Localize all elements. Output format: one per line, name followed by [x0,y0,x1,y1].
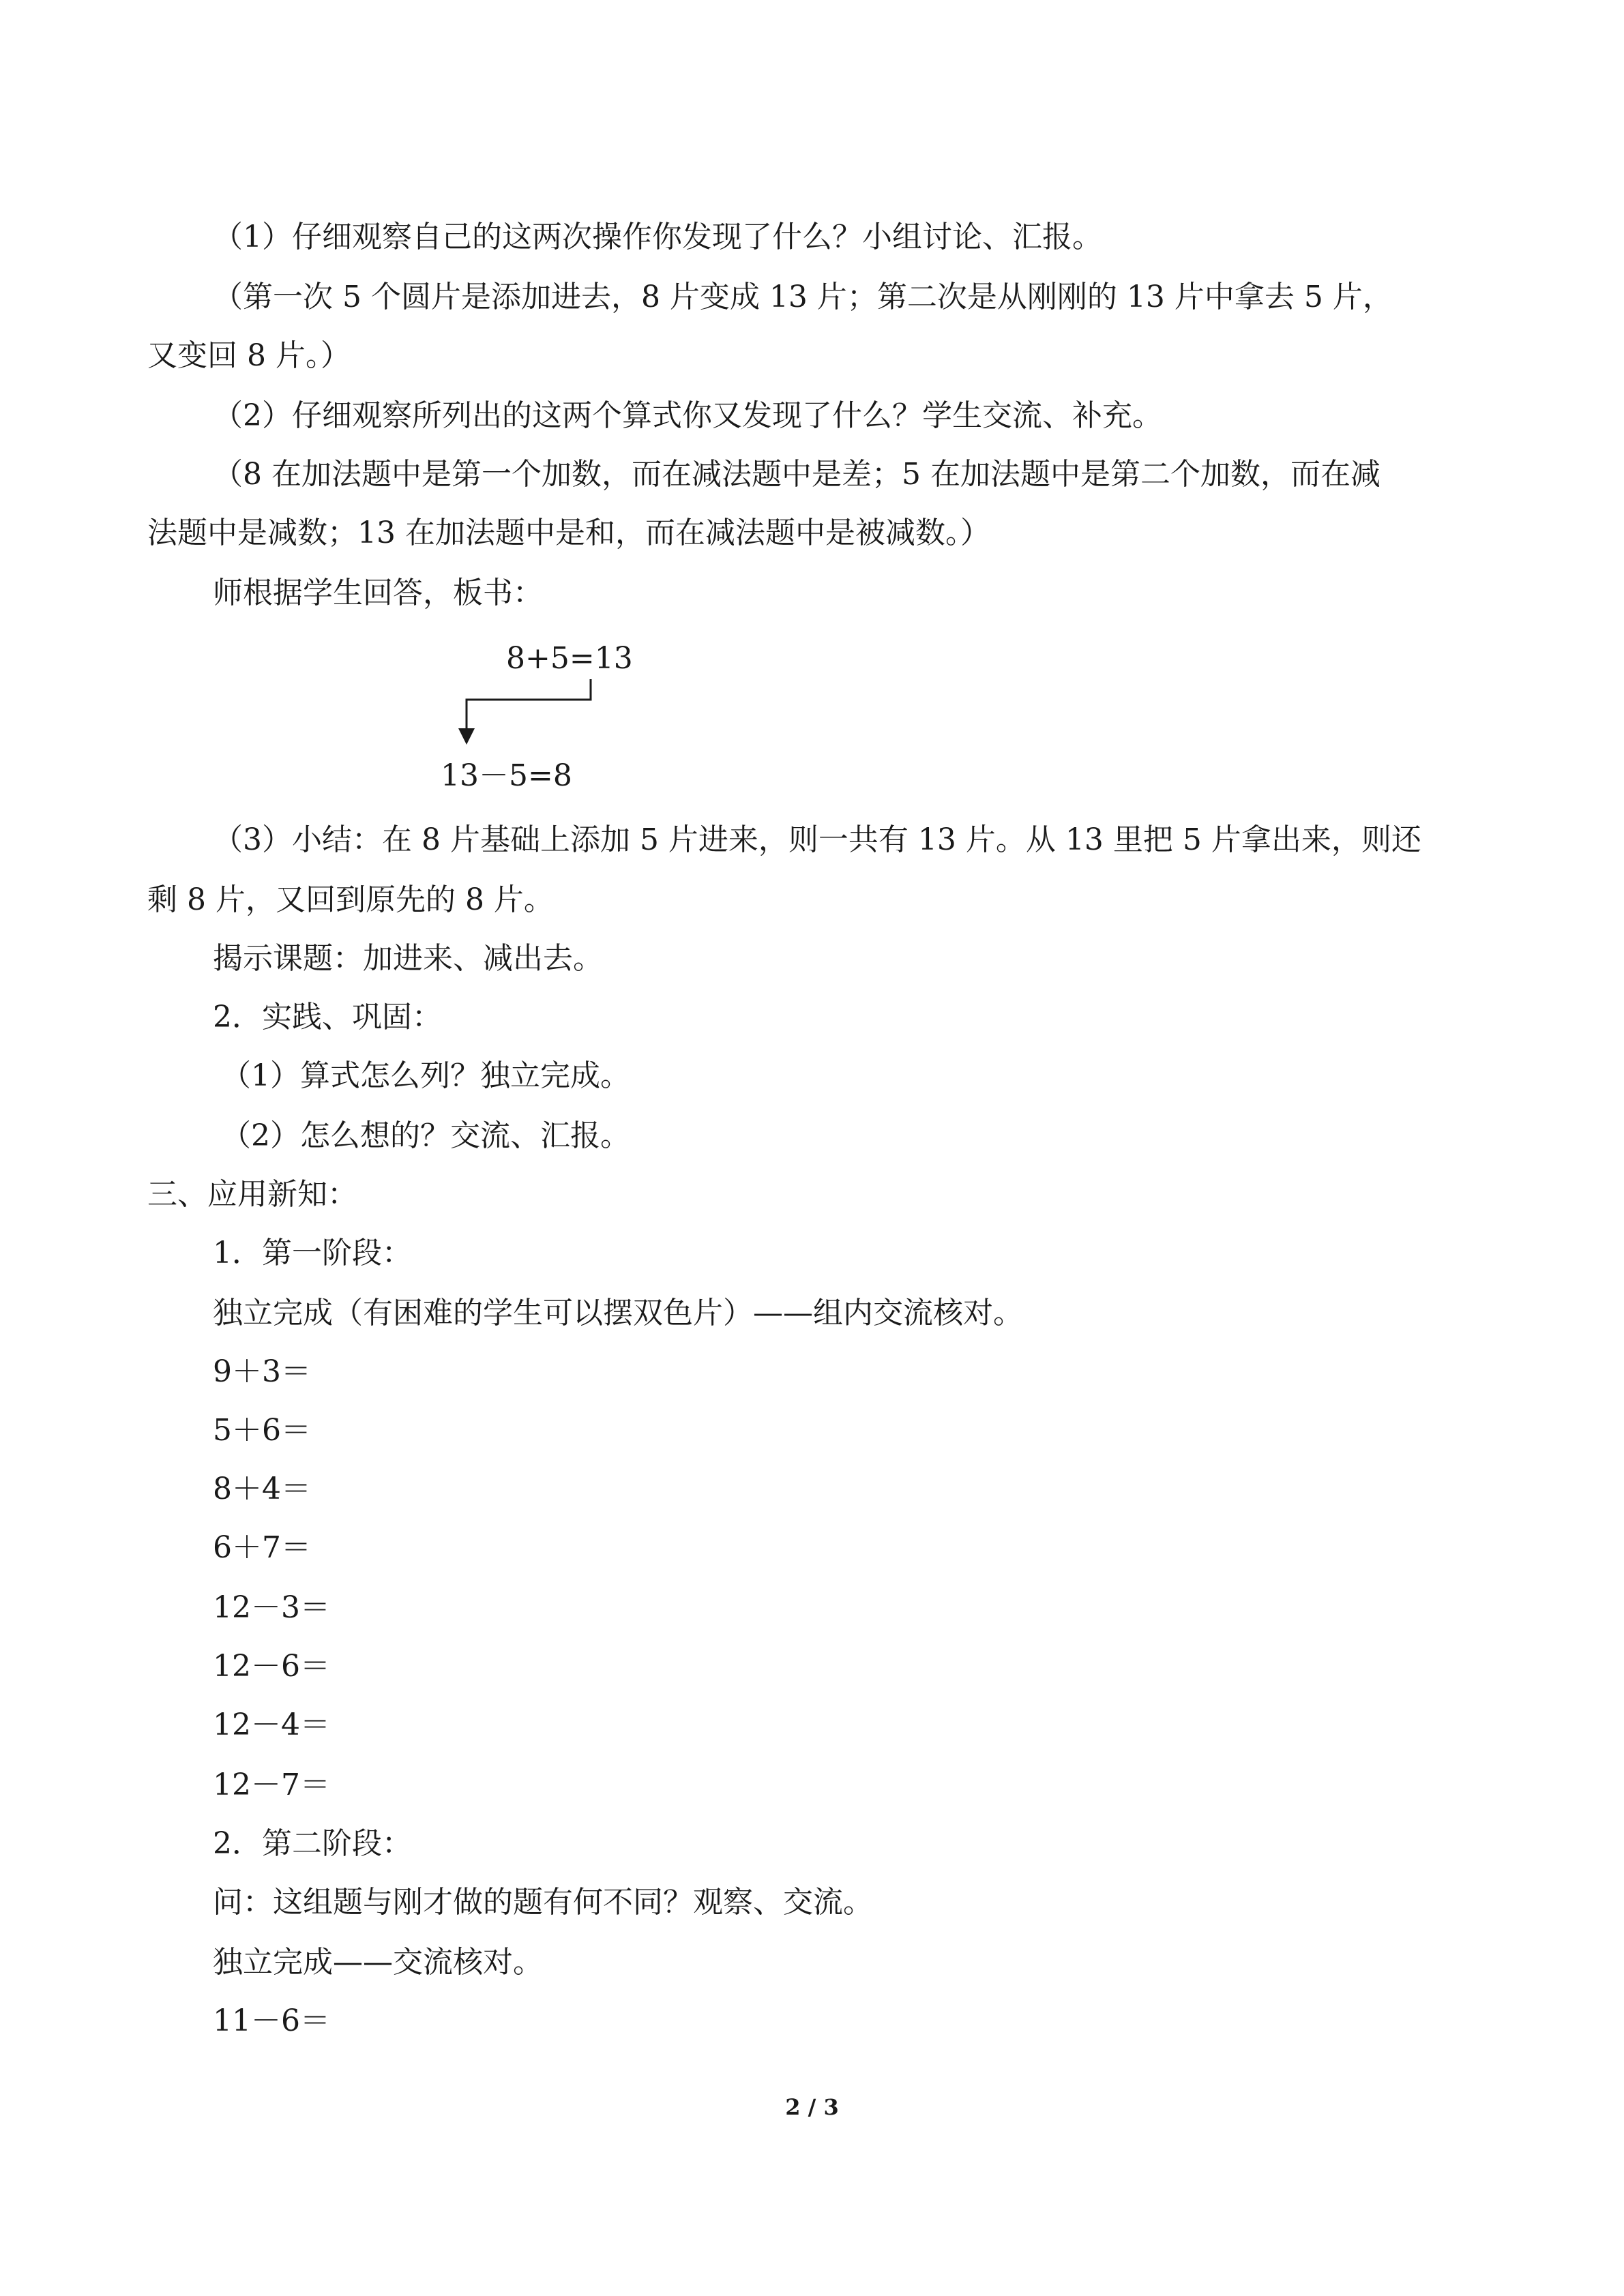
paragraph-board-writing: 师根据学生回答，板书： [213,576,543,610]
practice-question-1: （1）算式怎么列？独立完成。 [221,1058,630,1093]
page-number: 2 / 3 [785,2094,839,2120]
heading-stage-1: 1．第一阶段： [213,1236,412,1270]
paragraph-reveal-topic: 揭示课题：加进来、减出去。 [213,941,603,976]
exercise-item: 12－7＝ [213,1768,330,1802]
exercise-item: 12－3＝ [213,1590,330,1625]
exercise-item: 12－4＝ [213,1708,330,1742]
stage-1-description: 独立完成（有困难的学生可以摆双色片）——组内交流核对。 [213,1296,1023,1330]
paragraph-first-operation-cont: 又变回 8 片。） [147,338,351,373]
diagram-addition-formula: 8+5=13 [506,641,633,676]
exercise-item: 11－6＝ [213,2003,330,2038]
paragraph-observe-formulas: （2）仔细观察所列出的这两个算式你又发现了什么？学生交流、补充。 [213,398,1162,433]
paragraph-first-operation: （第一次 5 个圆片是添加进去，8 片变成 13 片；第二次是从刚刚的 13 片中拿去 5 片， [213,280,1393,314]
practice-question-2: （2）怎么想的？交流、汇报。 [221,1118,630,1153]
heading-apply-knowledge: 三、应用新知： [147,1177,357,1212]
stage-2-question: 问：这组题与刚才做的题有何不同？观察、交流。 [213,1885,873,1920]
exercise-item: 9＋3＝ [213,1354,311,1389]
exercise-item: 12－6＝ [213,1649,330,1684]
paragraph-addend-explanation: （8 在加法题中是第一个加数，而在减法题中是差；5 在加法题中是第二个加数，而在减 [213,457,1381,492]
stage-2-description: 独立完成——交流核对。 [213,1945,543,1980]
diagram-arrow-connector [450,679,614,747]
paragraph-observe-operations: （1）仔细观察自己的这两次操作你发现了什么？小组讨论、汇报。 [213,220,1102,254]
paragraph-summary-cont: 剩 8 片，又回到原先的 8 片。 [147,882,554,917]
paragraph-addend-explanation-cont: 法题中是减数；13 在加法题中是和，而在减法题中是被减数。） [147,516,990,550]
exercise-item: 6＋7＝ [213,1530,311,1565]
exercise-item: 8＋4＝ [213,1472,311,1506]
arrow-down-icon [458,728,475,745]
paragraph-summary: （3）小结：在 8 片基础上添加 5 片进来，则一共有 13 片。从 13 里把 5 片拿出来，则还 [213,822,1421,857]
heading-practice: 2．实践、巩固： [213,1000,442,1034]
diagram-subtraction-formula: 13－5=8 [441,758,572,793]
heading-stage-2: 2．第二阶段： [213,1826,412,1861]
exercise-item: 5＋6＝ [213,1413,311,1448]
